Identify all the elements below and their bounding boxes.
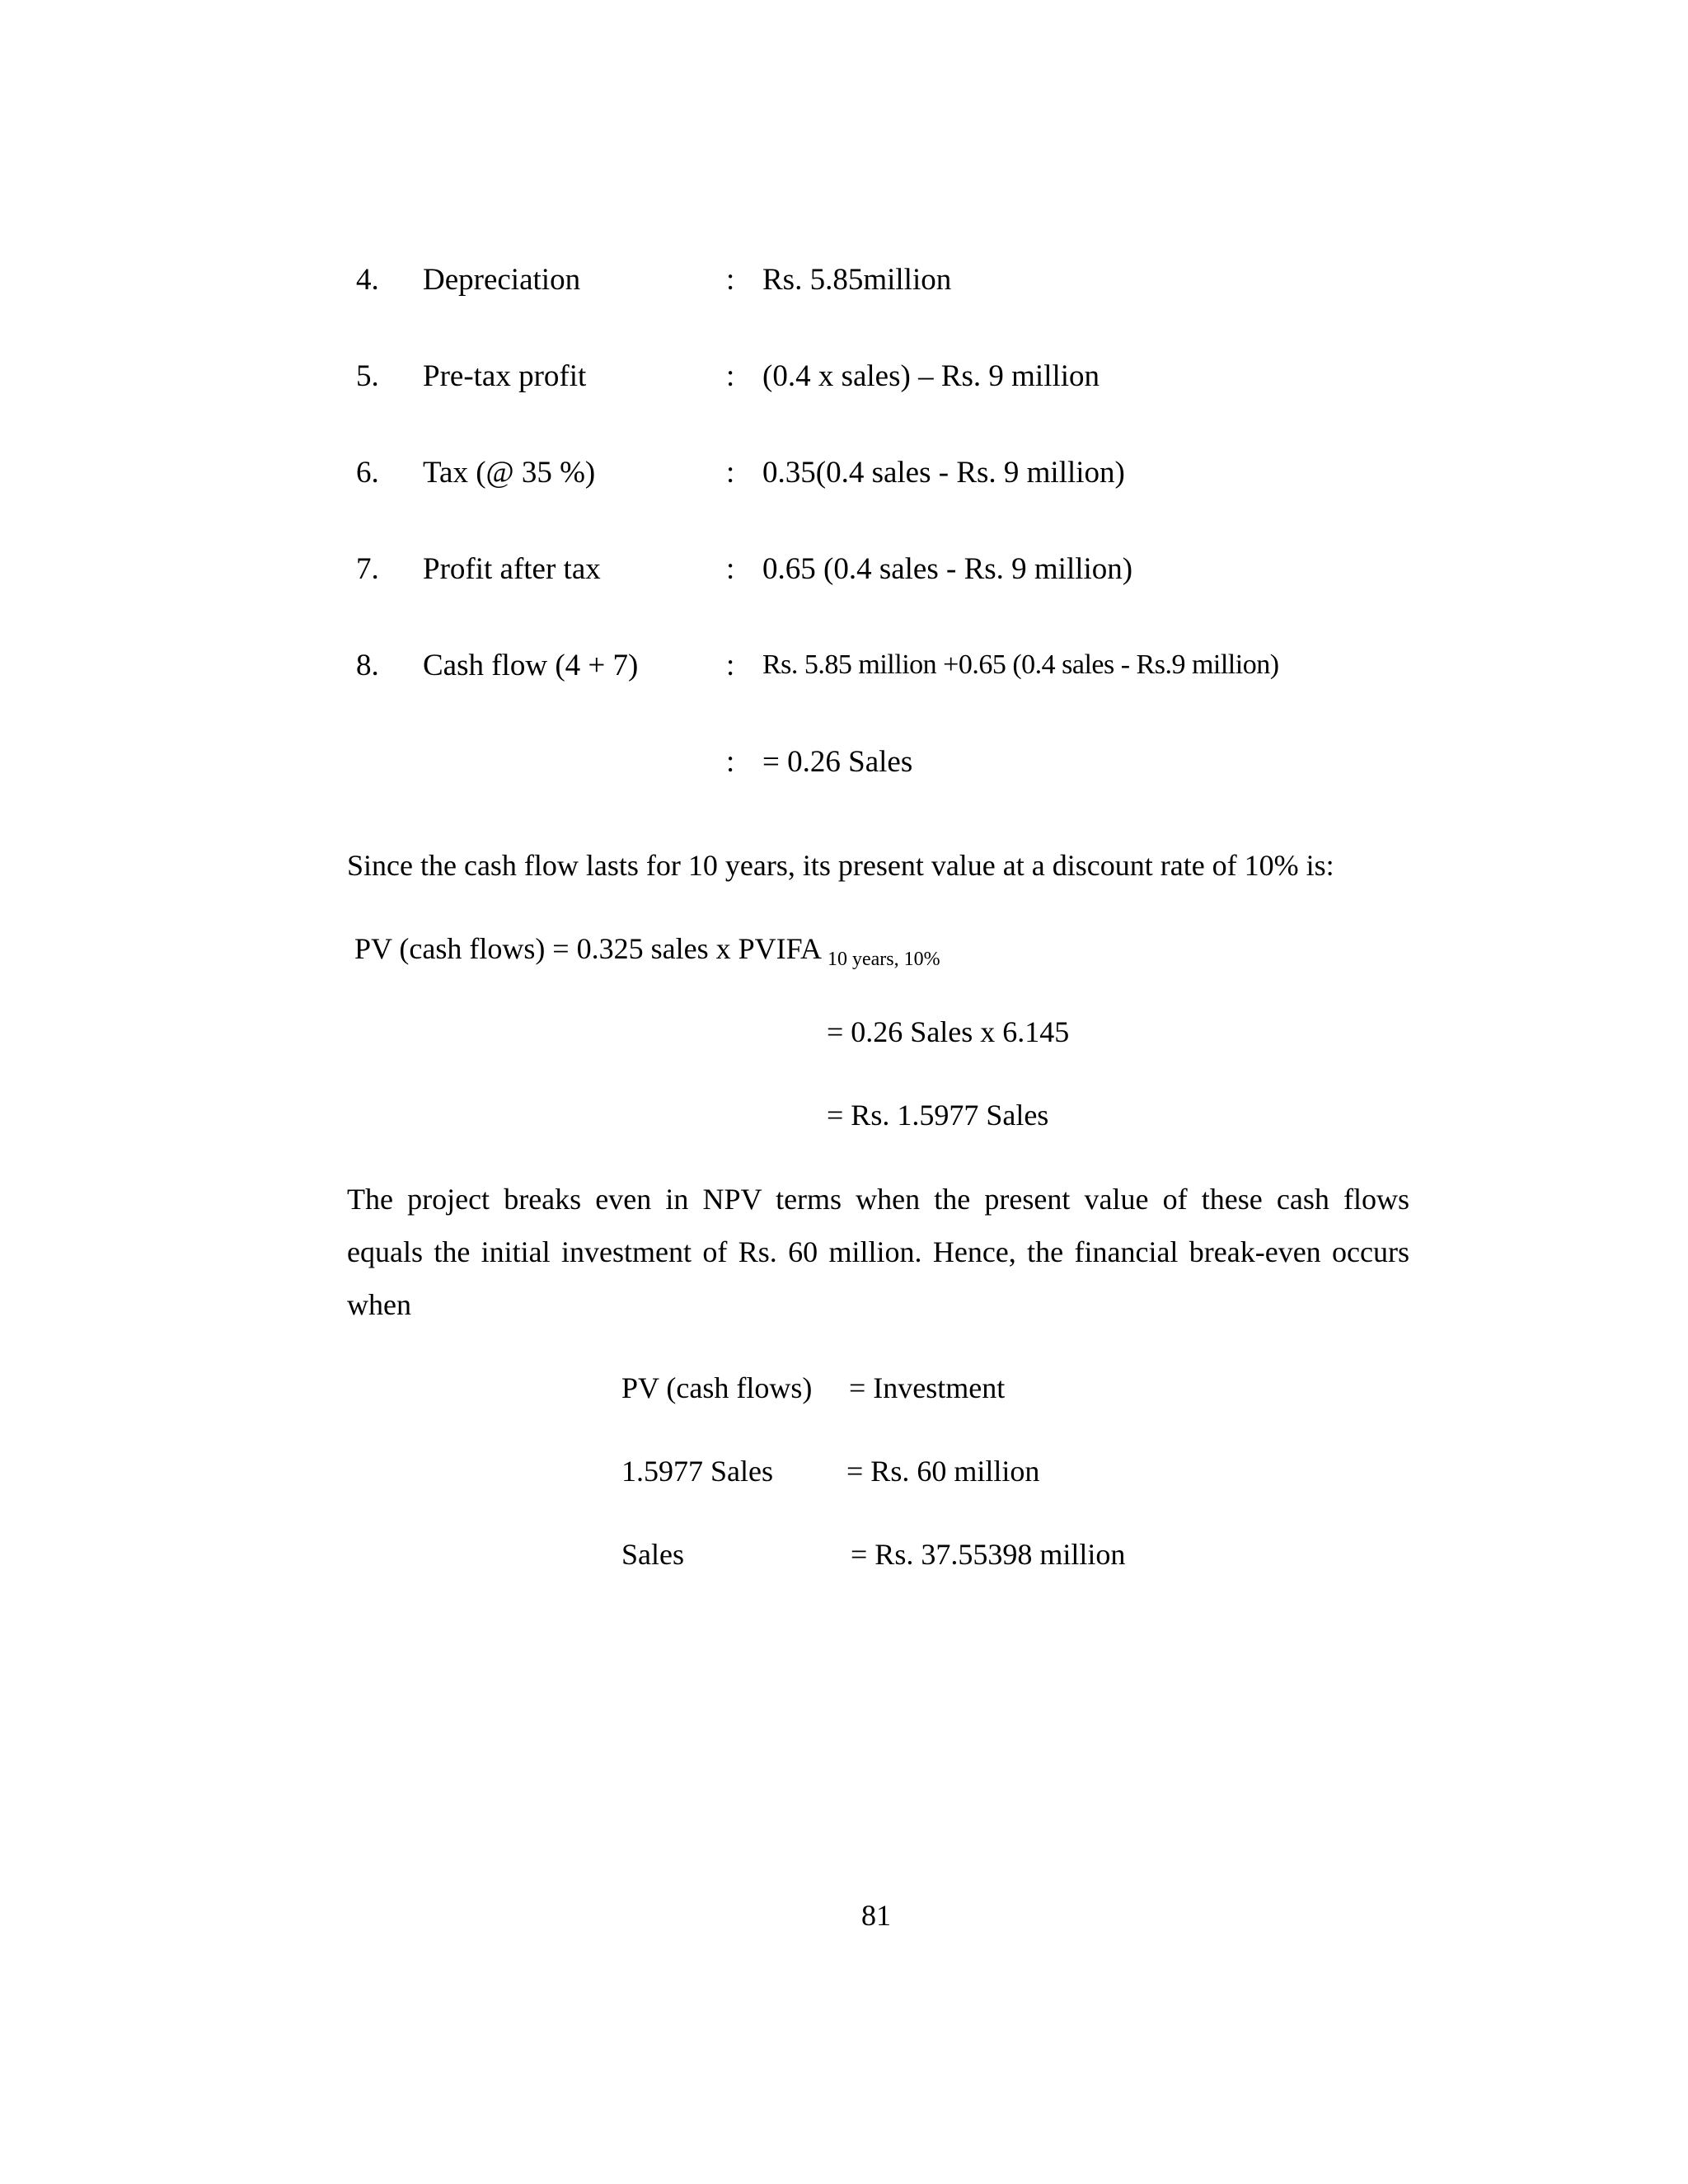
pv-formula-step: = Rs. 1.5977 Sales (827, 1099, 1049, 1132)
item-label: Pre-tax profit (423, 359, 587, 393)
item-value: Rs. 5.85 million +0.65 (0.4 sales - Rs.9 million) (762, 649, 1279, 680)
item-label: Tax (@ 35 %) (423, 456, 596, 490)
item-number: 4. (356, 263, 379, 297)
pv-formula-lhs: PV (cash flows) = 0.325 sales x PVIFA (354, 932, 820, 965)
pv-formula-step: = 0.26 Sales x 6.145 (827, 1015, 1070, 1048)
item-value: 0.65 (0.4 sales - Rs. 9 million) (762, 552, 1133, 586)
item-value: (0.4 x sales) – Rs. 9 million (762, 359, 1100, 393)
equation-lhs: PV (cash flows) (621, 1371, 813, 1404)
equation-rhs: = Rs. 60 million (846, 1455, 1040, 1488)
equation-lhs: 1.5977 Sales (621, 1455, 773, 1488)
item-value: = 0.26 Sales (762, 745, 913, 779)
page-number: 81 (861, 1899, 891, 1932)
item-label: Profit after tax (423, 552, 601, 586)
equation-rhs: = Investment (849, 1371, 1006, 1404)
item-value: Rs. 5.85million (762, 263, 952, 297)
item-colon: : (726, 745, 735, 779)
item-colon: : (726, 263, 735, 297)
item-number: 8. (356, 649, 379, 682)
item-label: Cash flow (4 + 7) (423, 649, 639, 682)
equation-lhs: Sales (621, 1538, 684, 1571)
item-colon: : (726, 649, 735, 682)
item-colon: : (726, 552, 735, 586)
pv-formula (354, 934, 940, 969)
item-number: 5. (356, 359, 379, 393)
item-label: Depreciation (423, 263, 581, 297)
item-colon: : (726, 359, 735, 393)
equation-rhs: = Rs. 37.55398 million (851, 1538, 1126, 1571)
item-value: 0.35(0.4 sales - Rs. 9 million) (762, 456, 1125, 490)
paragraph-line: The project breaks even in NPV terms when the present value of these cash flows (347, 1183, 1409, 1216)
item-number: 6. (356, 456, 379, 490)
item-colon: : (726, 456, 735, 490)
paragraph-line: equals the initial investment of Rs. 60 million. Hence, the financial break-even occurs (347, 1235, 1409, 1268)
paragraph-line: when (347, 1288, 411, 1321)
item-number: 7. (356, 552, 379, 586)
pvifa-subscript: 10 years, 10% (827, 949, 940, 970)
pv-intro-text: Since the cash flow lasts for 10 years, its present value at a discount rate of 10% is: (347, 849, 1334, 882)
breakeven-paragraph (347, 1173, 1409, 1331)
